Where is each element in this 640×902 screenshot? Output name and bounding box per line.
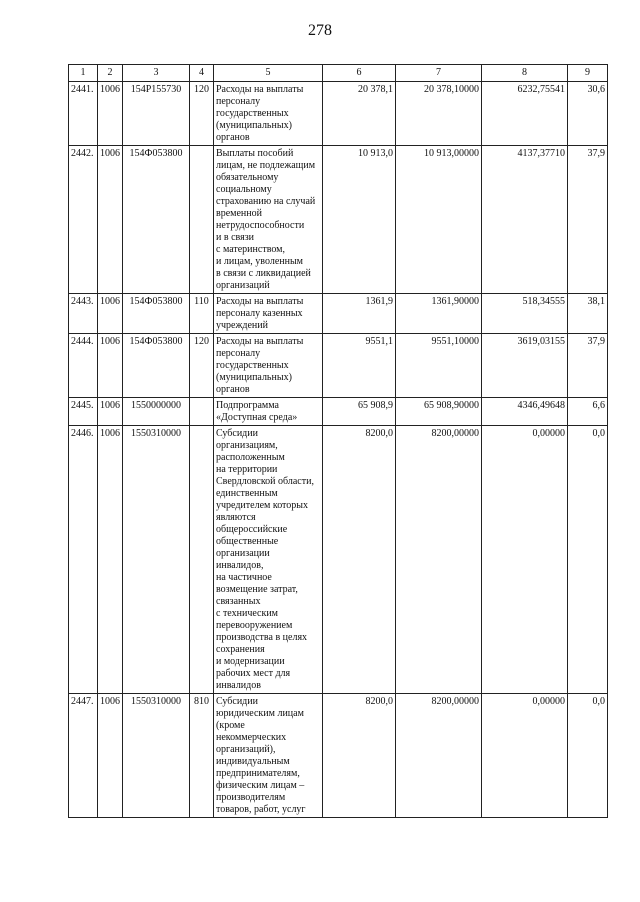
planned-amount-precise: 1361,90000 (396, 294, 482, 334)
item-name: Выплаты пособий лицам, не подлежащим обязательному социальному страхованию на случай временной нетрудоспособности и в связи с материнством, и лицам, уволенным в связи с ликвидацией организаций (214, 146, 323, 294)
planned-amount-precise: 65 908,90000 (396, 398, 482, 426)
expense-type-code (190, 398, 214, 426)
expense-type-code: 810 (190, 694, 214, 818)
expense-type-code: 110 (190, 294, 214, 334)
planned-amount-precise: 8200,00000 (396, 694, 482, 818)
budget-table (68, 64, 608, 818)
row-index: 2442. (69, 146, 98, 294)
item-name: Подпрограмма «Доступная среда» (214, 398, 323, 426)
planned-amount: 1361,9 (323, 294, 396, 334)
execution-percent: 37,9 (568, 334, 608, 398)
header-cell: 7 (396, 65, 482, 82)
target-article-code: 154Ф053800 (123, 146, 190, 294)
table-row (69, 426, 608, 694)
executed-amount: 4137,37710 (482, 146, 568, 294)
executed-amount: 0,00000 (482, 694, 568, 818)
planned-amount-precise: 20 378,10000 (396, 82, 482, 146)
section-code: 1006 (98, 82, 123, 146)
table-row (69, 294, 608, 334)
item-name: Расходы на выплаты персоналу государственных (муниципальных) органов (214, 334, 323, 398)
header-cell: 9 (568, 65, 608, 82)
table-header-row (69, 65, 608, 82)
planned-amount: 20 378,1 (323, 82, 396, 146)
header-cell: 2 (98, 65, 123, 82)
execution-percent: 6,6 (568, 398, 608, 426)
expense-type-code: 120 (190, 82, 214, 146)
section-code: 1006 (98, 426, 123, 694)
section-code: 1006 (98, 694, 123, 818)
table-row (69, 82, 608, 146)
planned-amount: 8200,0 (323, 694, 396, 818)
expense-type-code (190, 146, 214, 294)
execution-percent: 30,6 (568, 82, 608, 146)
header-cell: 5 (214, 65, 323, 82)
execution-percent: 0,0 (568, 426, 608, 694)
row-index: 2443. (69, 294, 98, 334)
target-article-code: 154Ф053800 (123, 334, 190, 398)
header-cell: 1 (69, 65, 98, 82)
target-article-code: 154Ф053800 (123, 294, 190, 334)
execution-percent: 37,9 (568, 146, 608, 294)
execution-percent: 38,1 (568, 294, 608, 334)
executed-amount: 4346,49648 (482, 398, 568, 426)
expense-type-code: 120 (190, 334, 214, 398)
item-name: Субсидии юридическим лицам (кроме некоммерческих организаций), индивидуальным предпринимателям, физическим лицам – производителям товаров, работ, услуг (214, 694, 323, 818)
execution-percent: 0,0 (568, 694, 608, 818)
target-article-code: 1550310000 (123, 426, 190, 694)
planned-amount: 65 908,9 (323, 398, 396, 426)
target-article-code: 1550310000 (123, 694, 190, 818)
row-index: 2444. (69, 334, 98, 398)
target-article-code: 1550000000 (123, 398, 190, 426)
section-code: 1006 (98, 294, 123, 334)
planned-amount: 8200,0 (323, 426, 396, 694)
header-cell: 4 (190, 65, 214, 82)
planned-amount-precise: 8200,00000 (396, 426, 482, 694)
executed-amount: 6232,75541 (482, 82, 568, 146)
planned-amount-precise: 9551,10000 (396, 334, 482, 398)
expense-type-code (190, 426, 214, 694)
executed-amount: 518,34555 (482, 294, 568, 334)
row-index: 2447. (69, 694, 98, 818)
item-name: Субсидии организациям, расположенным на территории Свердловской области, единственным учредителем которых являются общероссийские общественные организации инвалидов, на частичное возмещение затрат, связанных с техническим перевооружением производства в целях сохранения и модернизации рабочих мест для инвалидов (214, 426, 323, 694)
row-index: 2445. (69, 398, 98, 426)
header-cell: 3 (123, 65, 190, 82)
header-cell: 6 (323, 65, 396, 82)
planned-amount: 10 913,0 (323, 146, 396, 294)
executed-amount: 3619,03155 (482, 334, 568, 398)
header-cell: 8 (482, 65, 568, 82)
item-name: Расходы на выплаты персоналу государственных (муниципальных) органов (214, 82, 323, 146)
planned-amount-precise: 10 913,00000 (396, 146, 482, 294)
section-code: 1006 (98, 334, 123, 398)
table-row (69, 398, 608, 426)
page-number: 278 (308, 22, 332, 39)
planned-amount: 9551,1 (323, 334, 396, 398)
table-row (69, 334, 608, 398)
section-code: 1006 (98, 146, 123, 294)
target-article-code: 154Р155730 (123, 82, 190, 146)
table-row (69, 694, 608, 818)
row-index: 2446. (69, 426, 98, 694)
table-row (69, 146, 608, 294)
executed-amount: 0,00000 (482, 426, 568, 694)
section-code: 1006 (98, 398, 123, 426)
row-index: 2441. (69, 82, 98, 146)
item-name: Расходы на выплаты персоналу казенных учреждений (214, 294, 323, 334)
